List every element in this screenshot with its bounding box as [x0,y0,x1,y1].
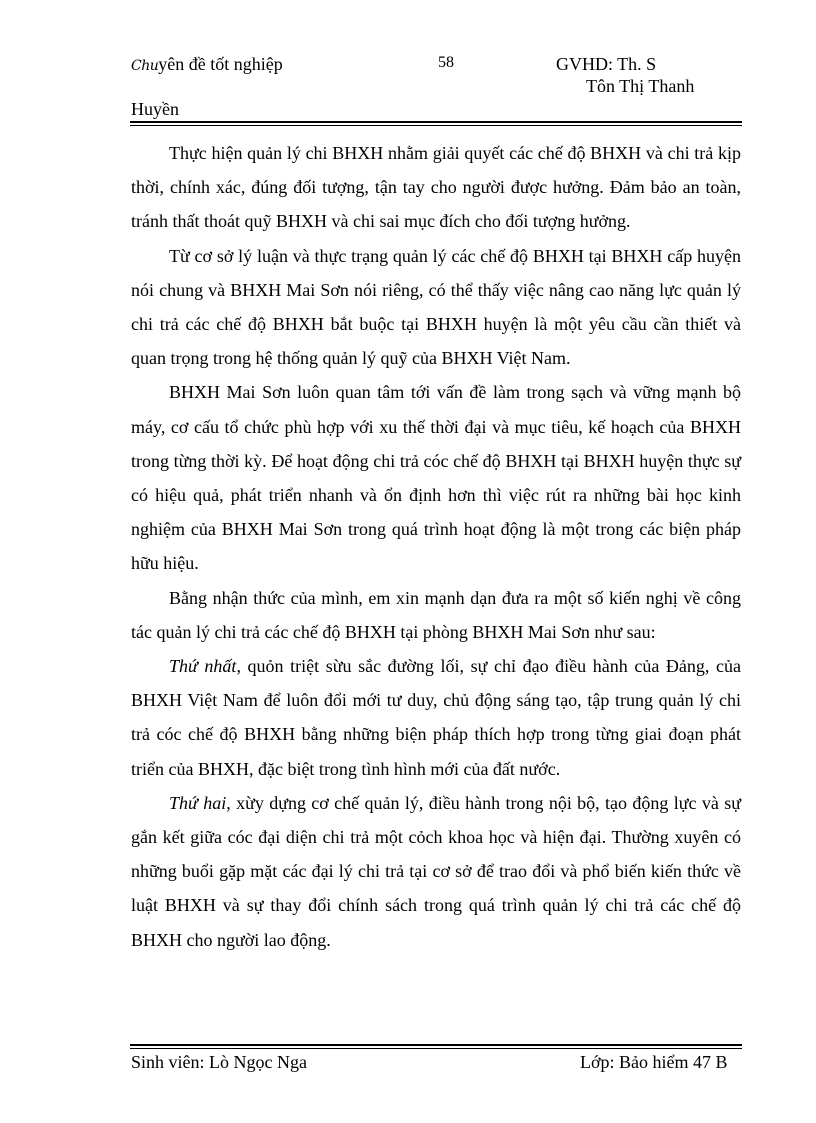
paragraph-6-lead: Thứ hai [169,792,227,813]
footer-student: Sinh viên: Lò Ngọc Nga [131,1052,307,1072]
page-number: 58 [438,54,454,71]
paragraph-4: Bằng nhận thức của mình, em xin mạnh dạn đưa ra một số kiến nghị về công tác quản lý chi trả các chế độ BHXH tại phòng BHXH Mai Sơn như sau: [131,587,741,642]
advisor-line-2: Tôn Thị Thanh [586,76,695,96]
paragraph-6-text: , xừy dựng cơ chế quản lý, điều hành trong nội bộ, tạo động lực và sự gắn kết giữa cóc đại diện chi trả một cỏch khoa học và hiện đại. Thường xuyên có những buổi gặp mặt các đại lý chi trả tại cơ sở để trao đổi và phổ biến kiến thức về luật BHXH và sự thay đổi chính sách trong quá trình quản lý chi trả các chế độ BHXH cho người lao động. [131,792,741,950]
paragraph-5 [131,649,741,786]
paragraph-6 [131,786,741,957]
paragraph-5-lead: Thứ nhất [169,656,237,677]
paragraph-5-text: , quỏn triệt sừu sắc đường lối, sự chỉ đạo điều hành của Đảng, của BHXH Việt Nam để luôn đổi mới tư duy, chủ động sáng tạo, tập trung quản lý chi trả cóc chế độ BHXH bằng những biện pháp thích hợp trong từng giai đoạn phát triển của BHXH, đặc biệt trong tình hình mới của đất nước. [131,656,741,779]
header-rule [130,121,742,123]
header-title-prefix: Chu [131,58,159,74]
paragraph-1: Thực hiện quản lý chi BHXH nhằm giải quyết các chế độ BHXH và chi trả kịp thời, chính xác, đúng đối tượng, tận tay cho người được hưởng. Đảm bảo an toàn, tránh thất thoát quỹ BHXH và chi sai mục đích cho đối tượng hưởng. [131,143,741,232]
footer-class: Lớp: Bảo hiểm 47 B [580,1052,728,1072]
advisor-line-1: GVHD: Th. S [556,54,657,74]
footer-rule-thin [130,1048,742,1049]
header-title [131,52,283,78]
paragraph-2: Từ cơ sở lý luận và thực trạng quản lý các chế độ BHXH tại BHXH cấp huyện nói chung và BHXH Mai Sơn nói riêng, có thể thấy việc nâng cao năng lực quản lý chi trả các chế độ BHXH bắt buộc tại BHXH huyện là một yêu cầu cần thiết và quan trọng trong hệ thống quản lý quỹ của BHXH Việt Nam. [131,245,741,369]
body-text [131,136,741,957]
header-title-rest: yên đề tốt nghiệp [158,54,283,74]
paragraph-3: BHXH Mai Sơn luôn quan tâm tới vấn đề làm trong sạch và vững mạnh bộ máy, cơ cấu tổ chức phù hợp với xu thế thời đại và mục tiêu, kế hoạch của BHXH trong từng thời kỳ. Để hoạt động chi trả cóc chế độ BHXH tại BHXH huyện thực sự có hiệu quả, phát triển nhanh và ổn định hơn thì việc rút ra những bài học kinh nghiệm của BHXH Mai Sơn trong quá trình hoạt động là một trong các biện pháp hữu hiệu. [131,382,741,574]
header-rule-thin [130,125,742,126]
advisor-line-3: Huyền [131,99,179,119]
footer-rule [130,1044,742,1046]
